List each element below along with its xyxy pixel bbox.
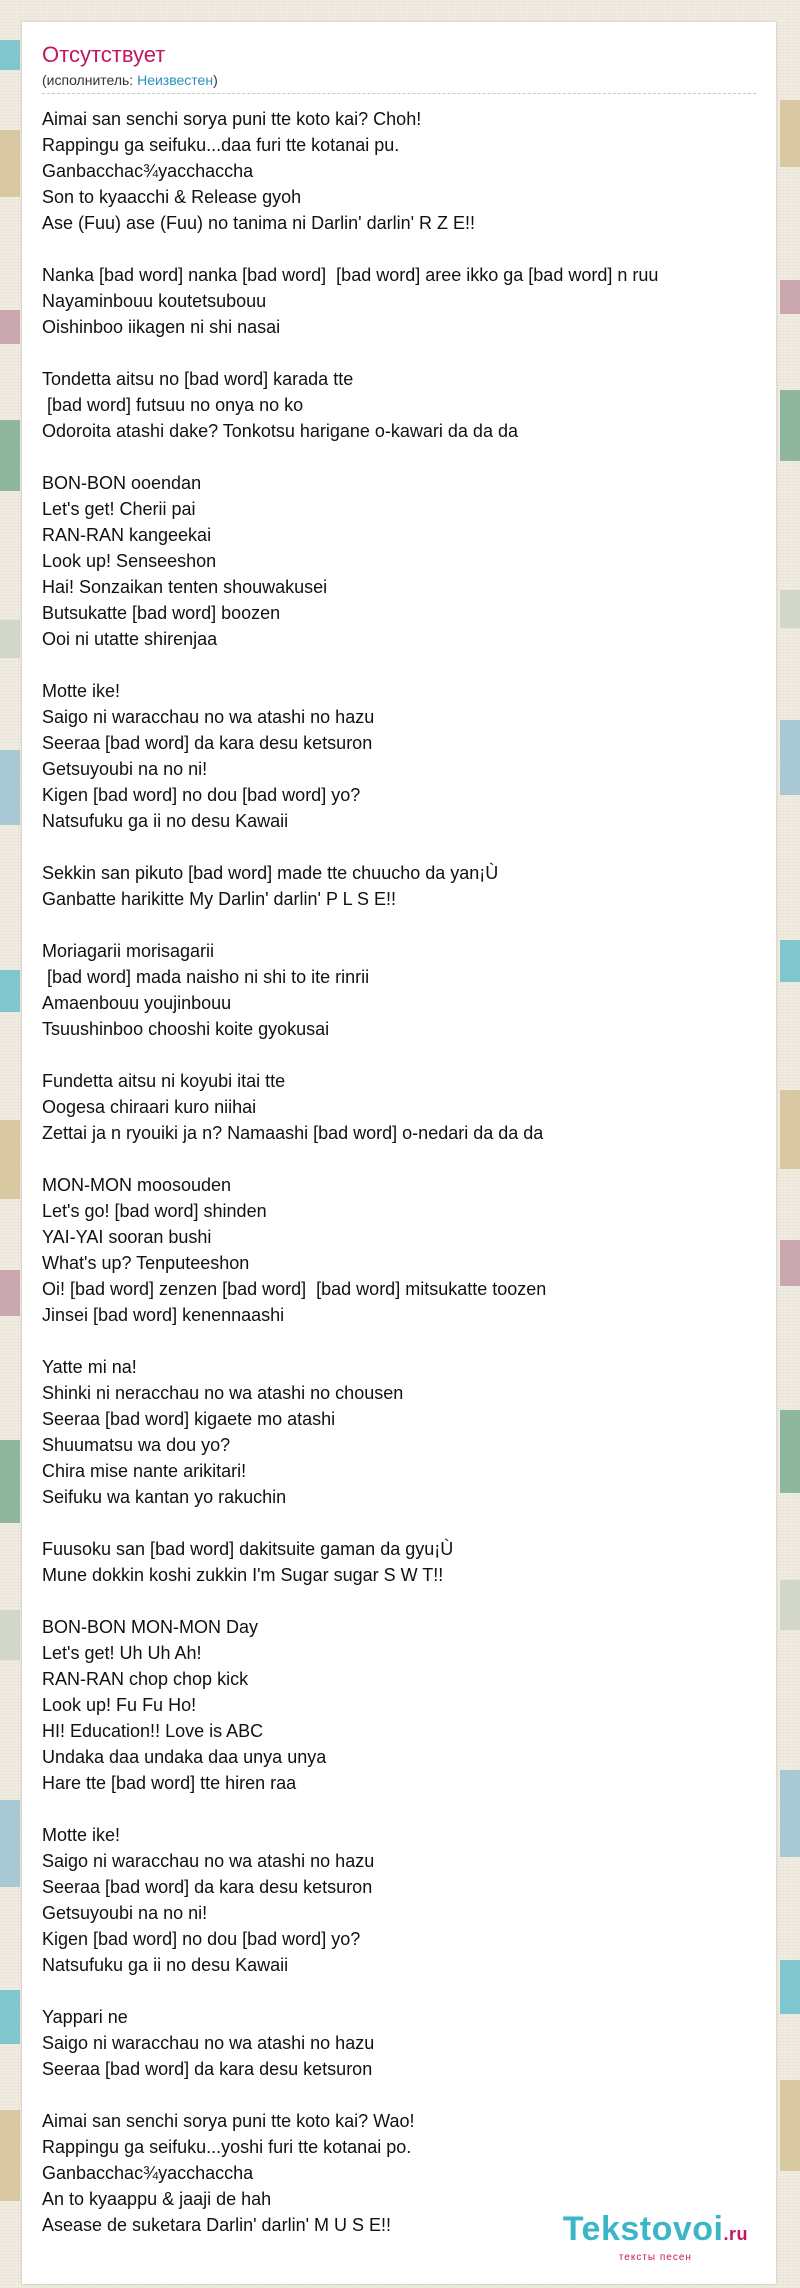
decorative-stripe xyxy=(0,1270,20,1316)
lyrics-line: Kigen [bad word] no dou [bad word] yo? xyxy=(42,1929,361,1949)
decorative-stripe xyxy=(780,1410,800,1493)
lyrics-blank-line xyxy=(42,340,756,366)
artist-suffix: ) xyxy=(213,72,218,88)
lyrics-line: Moriagarii morisagarii xyxy=(42,941,215,961)
decorative-stripe xyxy=(0,1440,20,1523)
lyrics-line: Seeraa [bad word] da kara desu ketsuron xyxy=(42,2059,373,2079)
decorative-stripe xyxy=(780,1580,800,1630)
lyrics-line: Motte ike! xyxy=(42,681,121,701)
lyrics-line: Hai! Sonzaikan tenten shouwakusei xyxy=(42,577,328,597)
lyrics-line: Amaenbouu youjinbouu xyxy=(42,993,232,1013)
lyrics-blank-line xyxy=(42,834,756,860)
decorative-stripe xyxy=(780,590,800,628)
lyrics-line: Butsukatte [bad word] boozen xyxy=(42,603,281,623)
lyrics-line: Ooi ni utatte shirenjaa xyxy=(42,629,218,649)
lyrics-card xyxy=(22,22,776,2284)
lyrics-line: HI! Education!! Love is ABC xyxy=(42,1721,264,1741)
logo-tagline: тексты песен xyxy=(618,2252,692,2263)
lyrics-line: An to kyaappu & jaaji de hah xyxy=(42,2189,272,2209)
decorative-stripe xyxy=(780,1960,800,2014)
lyrics-line: Oogesa chiraari kuro niihai xyxy=(42,1097,257,1117)
logo-name: Tekstovoi xyxy=(562,2210,724,2248)
logo-domain: .ru xyxy=(723,2224,748,2244)
artist-link[interactable]: Неизвестен xyxy=(137,72,214,88)
lyrics-line: Oi! [bad word] zenzen [bad word] [bad word] mitsukatte toozen xyxy=(42,1279,547,1299)
site-logo[interactable] xyxy=(563,2211,748,2264)
lyrics-line: Look up! Senseeshon xyxy=(42,551,217,571)
lyrics-line: Son to kyaacchi & Release gyoh xyxy=(42,187,302,207)
lyrics-line: [bad word] mada naisho ni shi to ite rinrii xyxy=(42,967,370,987)
lyrics-line: Hare tte [bad word] tte hiren raa xyxy=(42,1773,297,1793)
lyrics-blank-line xyxy=(42,2082,756,2108)
lyrics-blank-line xyxy=(42,236,756,262)
lyrics-line: Saigo ni waracchau no wa atashi no hazu xyxy=(42,2033,375,2053)
title-divider xyxy=(42,93,756,94)
lyrics-line: Shinki ni neracchau no wa atashi no chousen xyxy=(42,1383,404,1403)
lyrics-line: Look up! Fu Fu Ho! xyxy=(42,1695,197,1715)
lyrics-blank-line xyxy=(42,1146,756,1172)
lyrics-line: Tsuushinboo chooshi koite gyokusai xyxy=(42,1019,330,1039)
decorative-stripe xyxy=(780,100,800,167)
lyrics-blank-line xyxy=(42,1510,756,1536)
decorative-stripe xyxy=(0,970,20,1012)
song-title: Отсутствует xyxy=(42,42,166,67)
decorative-stripe xyxy=(0,1990,20,2044)
lyrics-line: YAI-YAI sooran bushi xyxy=(42,1227,212,1247)
lyrics-line: Fuusoku san [bad word] dakitsuite gaman da gyu¡Ù xyxy=(42,1539,454,1559)
decorative-stripe xyxy=(780,1090,800,1169)
decorative-stripe xyxy=(0,420,20,491)
lyrics-line: What's up? Tenputeeshon xyxy=(42,1253,250,1273)
lyrics-line: Asease de suketara Darlin' darlin' M U S E!! xyxy=(42,2215,392,2235)
lyrics-line: Saigo ni waracchau no wa atashi no hazu xyxy=(42,707,375,727)
lyrics-blank-line xyxy=(42,1588,756,1614)
lyrics-line: Aimai san senchi sorya puni tte koto kai? Choh! xyxy=(42,109,422,129)
lyrics-line: Natsufuku ga ii no desu Kawaii xyxy=(42,811,289,831)
lyrics-line: Motte ike! xyxy=(42,1825,121,1845)
lyrics-line: MON-MON moosouden xyxy=(42,1175,232,1195)
lyrics-line: Undaka daa undaka daa unya unya xyxy=(42,1747,327,1767)
left-decorative-stripes xyxy=(0,0,20,2288)
artist-prefix: (исполнитель: xyxy=(42,72,138,88)
lyrics-line: Kigen [bad word] no dou [bad word] yo? xyxy=(42,785,361,805)
decorative-stripe xyxy=(0,1610,20,1660)
decorative-stripe xyxy=(780,720,800,795)
decorative-stripe xyxy=(780,1240,800,1286)
decorative-stripe xyxy=(780,2080,800,2171)
lyrics-line: Getsuyoubi na no ni! xyxy=(42,1903,208,1923)
lyrics-line: Ganbacchaс¾yacchaccha xyxy=(42,2163,254,2183)
lyrics-blank-line xyxy=(42,652,756,678)
lyrics-line: Seeraa [bad word] kigaete mo atashi xyxy=(42,1409,336,1429)
decorative-stripe xyxy=(0,130,20,197)
lyrics-line: Nayaminbouu koutetsubouu xyxy=(42,291,267,311)
lyrics-line: Let's get! Uh Uh Ah! xyxy=(42,1643,202,1663)
lyrics-line: Let's go! [bad word] shinden xyxy=(42,1201,267,1221)
lyrics-line: Oishinboo iikagen ni shi nasai xyxy=(42,317,281,337)
lyrics-blank-line xyxy=(42,1042,756,1068)
lyrics-line: Nanka [bad word] nanka [bad word] [bad word] aree ikko ga [bad word] n ruu xyxy=(42,265,659,285)
lyrics-line: Getsuyoubi na no ni! xyxy=(42,759,208,779)
lyrics-line: Zettai ja n ryouiki ja n? Namaashi [bad word] o-nedari da da da xyxy=(42,1123,544,1143)
lyrics-line: Rappingu ga seifuku...daa furi tte kotanai pu. xyxy=(42,135,400,155)
lyrics-line: BON-BON MON-MON Day xyxy=(42,1617,258,1637)
lyrics-line: [bad word] futsuu no onya no ko xyxy=(42,395,304,415)
decorative-stripe xyxy=(780,390,800,461)
lyrics-line: Odoroita atashi dake? Tonkotsu harigane o-kawari da da da xyxy=(42,421,518,441)
lyrics-line: Saigo ni waracchau no wa atashi no hazu xyxy=(42,1851,375,1871)
lyrics-line: Yappari ne xyxy=(42,2007,128,2027)
lyrics-line: Fundetta aitsu ni koyubi itai tte xyxy=(42,1071,286,1091)
lyrics-body xyxy=(42,106,756,2238)
lyrics-line: Shuumatsu wa dou yo? xyxy=(42,1435,231,1455)
lyrics-line: Tondetta aitsu no [bad word] karada tte xyxy=(42,369,354,389)
lyrics-line: Rappingu ga seifuku...yoshi furi tte kotanai po. xyxy=(42,2137,412,2157)
lyrics-line: Ganbacchaс¾yacchaccha xyxy=(42,161,254,181)
lyrics-line: Seeraa [bad word] da kara desu ketsuron xyxy=(42,733,373,753)
decorative-stripe xyxy=(0,40,20,70)
lyrics-line: Seeraa [bad word] da kara desu ketsuron xyxy=(42,1877,373,1897)
lyrics-line: Seifuku wa kantan yo rakuchin xyxy=(42,1487,287,1507)
lyrics-line: RAN-RAN chop chop kick xyxy=(42,1669,249,1689)
lyrics-line: Sekkin san pikuto [bad word] made tte chuucho da yan¡Ù xyxy=(42,863,499,883)
lyrics-line: Ase (Fuu) ase (Fuu) no tanima ni Darlin' darlin' R Z E!! xyxy=(42,213,476,233)
decorative-stripe xyxy=(0,750,20,825)
decorative-stripe xyxy=(780,280,800,314)
artist-line xyxy=(42,71,756,89)
decorative-stripe xyxy=(0,1800,20,1887)
lyrics-line: BON-BON ooendan xyxy=(42,473,202,493)
lyrics-line: Jinsei [bad word] kenennaashi xyxy=(42,1305,285,1325)
decorative-stripe xyxy=(0,2110,20,2201)
lyrics-line: Chira mise nante arikitari! xyxy=(42,1461,247,1481)
decorative-stripe xyxy=(0,310,20,344)
lyrics-line: RAN-RAN kangeekai xyxy=(42,525,212,545)
lyrics-line: Yatte mi na! xyxy=(42,1357,137,1377)
decorative-stripe xyxy=(780,940,800,982)
lyrics-line: Let's get! Cherii pai xyxy=(42,499,196,519)
lyrics-line: Mune dokkin koshi zukkin I'm Sugar sugar S W T!! xyxy=(42,1565,444,1585)
lyrics-line: Ganbatte harikitte My Darlin' darlin' P L S E!! xyxy=(42,889,397,909)
lyrics-line: Aimai san senchi sorya puni tte koto kai? Wao! xyxy=(42,2111,415,2131)
lyrics-blank-line xyxy=(42,444,756,470)
lyrics-blank-line xyxy=(42,1796,756,1822)
lyrics-line: Natsufuku ga ii no desu Kawaii xyxy=(42,1955,289,1975)
decorative-stripe xyxy=(0,620,20,658)
lyrics-blank-line xyxy=(42,1978,756,2004)
lyrics-blank-line xyxy=(42,912,756,938)
lyrics-blank-line xyxy=(42,1328,756,1354)
decorative-stripe xyxy=(0,1120,20,1199)
decorative-stripe xyxy=(780,1770,800,1857)
right-decorative-stripes xyxy=(780,0,800,2288)
